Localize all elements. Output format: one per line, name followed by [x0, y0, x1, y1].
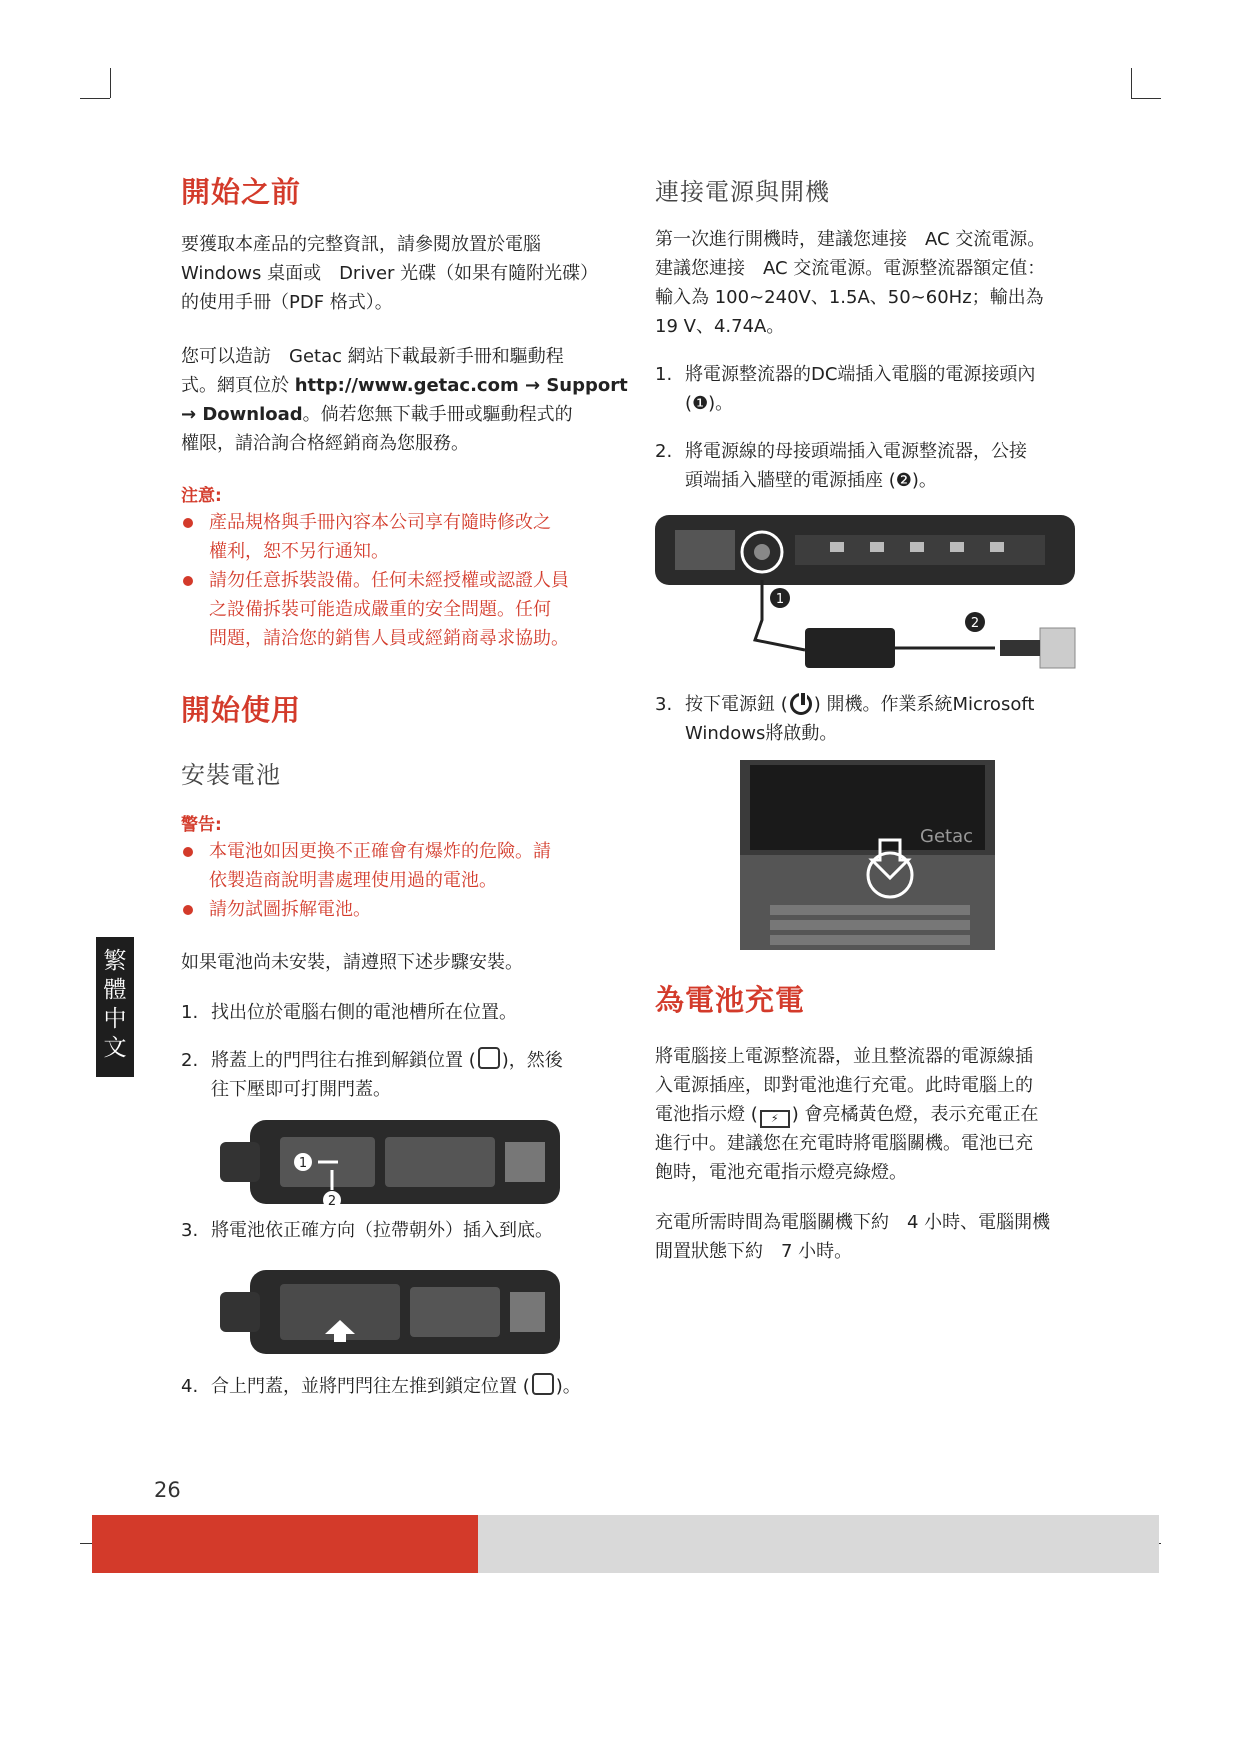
heading-before-start: 開始之前 [181, 175, 302, 209]
warning-item: 本電池如因更換不正確會有爆炸的危險。請 依製造商說明書處理使用過的電池。 [181, 837, 659, 895]
svg-text:Getac: Getac [920, 826, 974, 847]
heading-install-battery: 安裝電池 [181, 761, 281, 789]
power-button-image [740, 760, 995, 950]
getac-url-link[interactable]: http://www.getac.com → Support [294, 375, 628, 396]
note-item: 請勿任意拆裝設備。任何未經授權或認證人員 之設備拆裝可能造成嚴重的安全問題。任何 問題，請洽您的銷售人員或經銷商尋求協助。 [181, 566, 659, 653]
page-number: 26 [154, 1478, 181, 1502]
download-paragraph: 您可以造訪 Getac 網站下載最新手冊和驅動程 式。網頁位於 http://www.getac.com → Support → Download。倘若您無下載手冊或驅動程式的 權限，請洽詢合格經銷商為您服務。 [181, 346, 628, 454]
install-step-3: 3. 將電池依正確方向（拉帶朝外）插入到底。 [181, 1220, 553, 1241]
power-paragraph: 第一次進行開機時，建議您連接 AC 交流電源。 建議您連接 AC 交流電源。電源整流器額定值： 輸入為 100~240V、1.5A、50~60Hz；輸出為 19 V、4.74A。 [655, 229, 1046, 337]
heading-getting-started: 開始使用 [181, 693, 302, 727]
language-tab: 繁 體 中 文 [96, 937, 134, 1077]
svg-text:2: 2 [327, 1194, 337, 1209]
svg-text:1: 1 [298, 1156, 308, 1171]
unlock-icon [478, 1047, 500, 1069]
power-connection-image [655, 510, 1085, 680]
battery-insert-image [220, 1262, 580, 1362]
power-step-2: 2. 將電源線的母接頭端插入電源整流器，公接 頭端插入牆壁的電源插座 (❷)。 [655, 441, 1027, 491]
svg-text:1: 1 [775, 592, 785, 607]
svg-text:2: 2 [970, 616, 980, 631]
note-title: 注意: [181, 486, 222, 506]
power-icon [790, 693, 812, 715]
warning-title: 警告: [181, 815, 222, 835]
lock-icon [532, 1373, 554, 1395]
charge-time-paragraph: 充電所需時間為電腦關機下約 4 小時、電腦開機 閒置狀態下約 7 小時。 [655, 1212, 1051, 1262]
heading-charge-battery: 為電池充電 [655, 983, 806, 1017]
install-step-1: 1. 找出位於電腦右側的電池槽所在位置。 [181, 1002, 517, 1023]
battery-charge-icon: ⚡ [760, 1110, 790, 1128]
footer-band-accent [92, 1515, 478, 1573]
battery-compartment-image [220, 1112, 580, 1212]
install-intro: 如果電池尚未安裝，請遵照下述步驟安裝。 [181, 952, 523, 973]
power-step-1: 1. 將電源整流器的DC端插入電腦的電源接頭內 (❶)。 [655, 364, 1036, 414]
install-step-4: 4. 合上門蓋，並將門閂往左推到鎖定位置 ( )。 [181, 1372, 661, 1401]
intro-paragraph: 要獲取本產品的完整資訊，請參閱放置於電腦 Windows 桌面或 Driver 光碟（如果有隨附光碟） 的使用手冊（PDF 格式）。 [181, 234, 599, 313]
note-item: 產品規格與手冊內容本公司享有隨時修改之 權利，恕不另行通知。 [181, 508, 659, 566]
warning-item: 請勿試圖拆解電池。 [181, 895, 659, 924]
charge-paragraph: 將電腦接上電源整流器，並且整流器的電源線插 入電源插座，即對電池進行充電。此時電腦上的 電池指示燈 ( ⚡ ) 會亮橘黃色燈，表示充電正在 進行中。建議您在充電時將電腦關機。電池已充 飽時，電池充電指示燈亮綠燈。 [655, 1046, 1039, 1183]
install-step-2: 2. 將蓋上的門閂往右推到解鎖位置 ( )，然後 往下壓即可打開門蓋。 [181, 1046, 661, 1104]
power-step-3: 3. 按下電源鈕 ( ) 開機。作業系統Microsoft Windows將啟動。 [655, 694, 1035, 744]
heading-connect-power: 連接電源與開機 [655, 178, 830, 206]
footer-band-gray [478, 1515, 1159, 1573]
download-link[interactable]: → Download [181, 404, 303, 425]
